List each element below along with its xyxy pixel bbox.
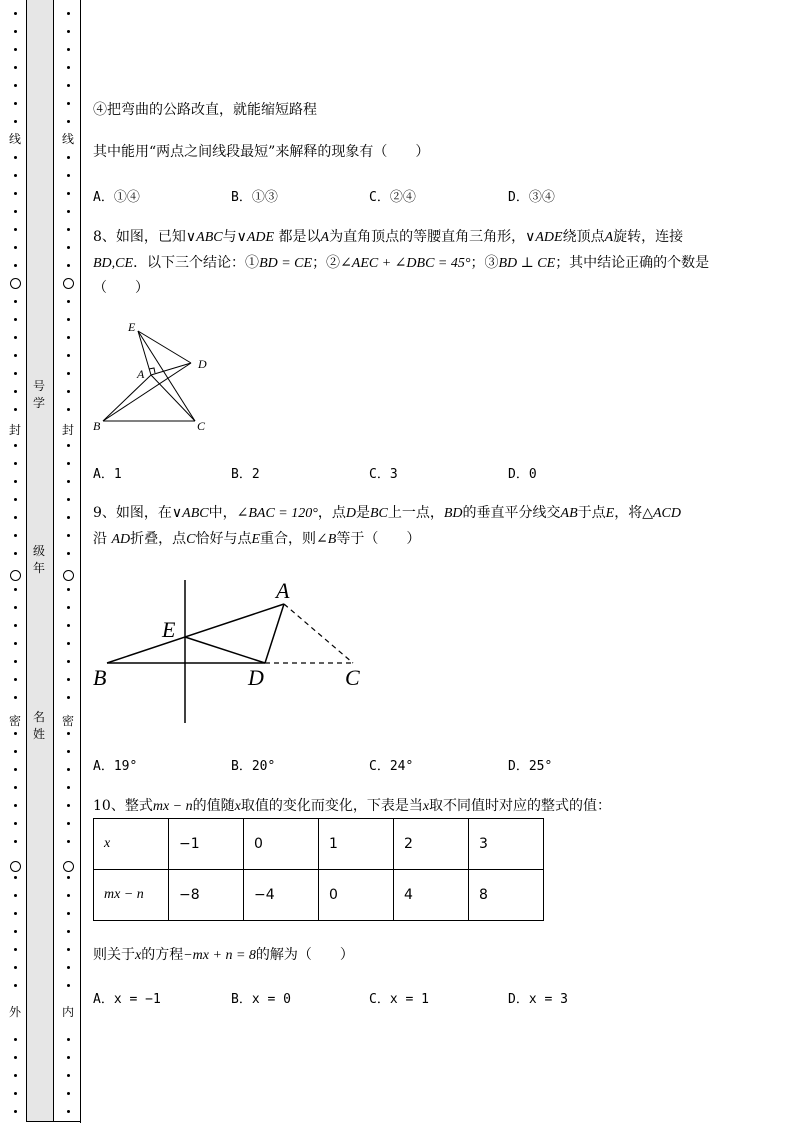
q9-point-d: D: [345, 506, 356, 521]
table-cell: 0: [244, 819, 319, 870]
q9-option-c: C．24°: [369, 759, 414, 774]
q8-tri-ade: ∨ADE: [236, 230, 275, 245]
q9-tri-acd: ACD: [652, 506, 681, 521]
margin-dot: [14, 1056, 17, 1059]
margin-dot: [14, 912, 17, 915]
margin-dot: [67, 768, 70, 771]
margin-dot: [67, 174, 70, 177]
q9-line-1: [93, 502, 681, 522]
q8-conclusion-2: ∠AEC + ∠DBC = 45°: [340, 256, 471, 271]
q8-line-2: [93, 252, 709, 272]
margin-dot: [14, 210, 17, 213]
margin-dot: [67, 840, 70, 843]
outer-char-mi: 密: [9, 714, 22, 728]
outer-char-feng: 封: [9, 423, 22, 437]
grade-label: 级 年: [32, 544, 45, 575]
table-cell: 0: [319, 870, 394, 921]
margin-dot: [67, 1056, 70, 1059]
q10-text: 10、整式: [93, 798, 153, 814]
q8-conclusion-3: BD ⊥ CE: [498, 256, 556, 271]
margin-dot: [14, 678, 17, 681]
margin-dot: [14, 840, 17, 843]
margin-dot: [67, 660, 70, 663]
margin-dot: [14, 732, 17, 735]
q7-option-b: B．①③: [231, 190, 278, 205]
margin-bottom-line: [26, 1121, 81, 1122]
margin-dot: [67, 786, 70, 789]
margin-dot: [67, 498, 70, 501]
margin-dot: [14, 390, 17, 393]
q8-text: ．以下三个结论：①: [133, 255, 260, 271]
q7-item-4: ④把弯曲的公路改直，就能缩短路程: [93, 102, 317, 118]
q9-tri: ∨ABC: [171, 506, 209, 521]
q9-text: 是: [355, 505, 370, 521]
q8-fig-label-a: A: [137, 367, 145, 381]
q9-text: ，点: [317, 505, 346, 521]
margin-dot: [67, 1038, 70, 1041]
q8-fig-label-d: D: [198, 357, 207, 371]
margin-dot: [14, 768, 17, 771]
margin-dot: [67, 318, 70, 321]
q8-fig-label-e: E: [128, 320, 136, 334]
margin-border-line: [80, 0, 81, 1123]
q10-option-b: B．x = 0: [231, 992, 291, 1007]
q8-point-a-2: A: [604, 230, 614, 245]
margin-dot: [67, 30, 70, 33]
q9-fig-label-c: C: [345, 665, 360, 690]
inner-char-nei: 内: [62, 1005, 75, 1019]
q9-text: 上一点，: [387, 505, 444, 521]
margin-dot: [67, 876, 70, 879]
q10-expr: mx − n: [152, 799, 193, 814]
q8-line-3: （ ）: [93, 280, 149, 296]
margin-dot: [67, 480, 70, 483]
q9-text: 等于（ ）: [336, 531, 421, 547]
table-cell: 4: [394, 870, 469, 921]
margin-dot: [14, 1110, 17, 1113]
margin-ring-icon: [10, 570, 21, 581]
q8-text: ；其中结论正确的个数是: [555, 255, 710, 271]
q9-angle: ∠BAC = 120°: [236, 506, 318, 521]
outer-char-xian: 线: [9, 132, 22, 146]
inner-char-feng: 封: [62, 423, 75, 437]
q9-seg-ad: AD: [111, 532, 131, 547]
margin-dot: [14, 30, 17, 33]
table-row: [94, 870, 544, 921]
margin-dot: [67, 1074, 70, 1077]
q8-text: 都是以: [274, 229, 321, 245]
margin-dot: [67, 66, 70, 69]
q9-seg-bc: BC: [369, 506, 388, 521]
margin-dot: [14, 534, 17, 537]
q10-text: 取值的变化而变化，下表是当: [240, 798, 423, 814]
margin-dot: [14, 948, 17, 951]
q10-line-1: [93, 795, 611, 815]
table-cell: −1: [169, 819, 244, 870]
q9-fig-label-a: A: [276, 578, 290, 603]
margin-dot: [14, 444, 17, 447]
margin-dot: [14, 624, 17, 627]
q8-text: 旋转，连接: [613, 229, 684, 245]
q7-stem: 其中能用“两点之间线段最短”来解释的现象有（ ）: [93, 144, 430, 160]
q9-fig-label-d: D: [248, 665, 264, 690]
table-cell: 8: [469, 870, 544, 921]
margin-dot: [14, 318, 17, 321]
margin-ring-icon: [10, 278, 21, 289]
margin-dot: [14, 462, 17, 465]
q10-var-x-3: x: [135, 948, 142, 963]
margin-dot: [14, 822, 17, 825]
margin-ring-icon: [10, 861, 21, 872]
table-cell: mx − n: [94, 870, 169, 921]
q10-var-x: x: [234, 799, 241, 814]
margin-dot: [14, 408, 17, 411]
margin-dot: [67, 192, 70, 195]
q8-text: ；②: [312, 255, 341, 271]
q9-point-e-2: E: [251, 532, 261, 547]
q8-fig-label-c: C: [197, 419, 206, 433]
margin-dot: [14, 804, 17, 807]
margin-dot: [14, 588, 17, 591]
margin-dot: [67, 642, 70, 645]
table-cell: 3: [469, 819, 544, 870]
margin-dot: [67, 354, 70, 357]
q9-line-2: [93, 528, 420, 548]
margin-dot: [14, 12, 17, 15]
margin-dot: [14, 336, 17, 339]
margin-dot: [14, 480, 17, 483]
student-id-label: 号 学: [32, 379, 45, 410]
margin-dot: [14, 1074, 17, 1077]
q9-point-c: C: [186, 532, 196, 547]
q9-text: 的垂直平分线交: [462, 505, 561, 521]
q8-fig-label-b: B: [93, 419, 101, 433]
q9-fig-label-b: B: [93, 665, 107, 690]
q10-text: 的方程: [141, 947, 184, 963]
margin-dot: [67, 588, 70, 591]
margin-dot: [14, 354, 17, 357]
q10-text: 的值随: [192, 798, 235, 814]
margin-dot: [14, 102, 17, 105]
q8-line-1: [93, 226, 683, 246]
q9-text: 于点: [577, 505, 606, 521]
margin-dot: [14, 1092, 17, 1095]
q9-text: 9、如图，在: [93, 505, 172, 521]
q8-option-d: D．0: [508, 467, 537, 482]
margin-dot: [67, 984, 70, 987]
outer-dot-column: [9, 0, 23, 1123]
margin-dot: [67, 264, 70, 267]
margin-dot: [67, 84, 70, 87]
q8-option-a: A．1: [93, 467, 122, 482]
q10-stem: [93, 944, 354, 964]
q8-segments: BD,CE: [93, 256, 134, 271]
q9-fig-label-e: E: [162, 617, 176, 642]
q10-option-d: D．x = 3: [508, 992, 568, 1007]
margin-dot: [67, 750, 70, 753]
margin-dot: [14, 264, 17, 267]
margin-dot: [67, 12, 70, 15]
q9-text: 折叠，点: [130, 531, 187, 547]
margin-dot: [67, 120, 70, 123]
margin-dot: [67, 156, 70, 159]
q7-option-c: C．②④: [369, 190, 416, 205]
q8-text: 绕顶点: [562, 229, 605, 245]
margin-dot: [14, 876, 17, 879]
margin-ring-icon: [63, 861, 74, 872]
margin-dot: [67, 534, 70, 537]
margin-dot: [67, 516, 70, 519]
table-row: [94, 819, 544, 870]
margin-dot: [14, 300, 17, 303]
margin-dot: [14, 156, 17, 159]
margin-dot: [67, 390, 70, 393]
margin-dot: [67, 822, 70, 825]
table-cell: −4: [244, 870, 319, 921]
margin-dot: [14, 786, 17, 789]
q9-seg-bd: BD: [443, 506, 463, 521]
q9-text: 中，: [208, 505, 237, 521]
q8-option-b: B．2: [231, 467, 260, 482]
margin-dot: [14, 120, 17, 123]
margin-dot: [67, 678, 70, 681]
margin-dot: [14, 966, 17, 969]
margin-dot: [67, 444, 70, 447]
margin-dot: [14, 930, 17, 933]
q10-text: 则关于: [93, 947, 135, 963]
q10-equation: −mx + n = 8: [183, 948, 256, 963]
margin-dot: [67, 804, 70, 807]
margin-ring-icon: [63, 278, 74, 289]
q10-var-x-2: x: [422, 799, 430, 814]
margin-dot: [67, 246, 70, 249]
outer-char-wai: 外: [9, 1005, 22, 1019]
margin-dot: [14, 894, 17, 897]
margin-dot: [67, 606, 70, 609]
q8-text: 为直角顶点的等腰直角三角形，: [329, 229, 526, 245]
q8-tri-ade-2: ∨ADE: [525, 230, 563, 245]
margin-dot: [14, 696, 17, 699]
name-label: 名 姓: [32, 710, 45, 741]
margin-dot: [14, 498, 17, 501]
q8-option-c: C．3: [369, 467, 398, 482]
q8-point-a: A: [320, 230, 330, 245]
margin-dot: [67, 732, 70, 735]
margin-dot: [14, 246, 17, 249]
inner-char-mi: 密: [62, 714, 75, 728]
q8-text: ；③: [470, 255, 499, 271]
margin-dot: [67, 1092, 70, 1095]
table-cell: x: [94, 819, 169, 870]
q10-text: 的解为（ ）: [255, 947, 354, 963]
margin-dot: [14, 750, 17, 753]
q10-option-a: A．x = −1: [93, 992, 161, 1007]
q9-option-a: A．19°: [93, 759, 138, 774]
margin-dot: [67, 408, 70, 411]
margin-dot: [67, 336, 70, 339]
margin-dot: [14, 48, 17, 51]
q9-text: ，将△: [614, 505, 653, 521]
margin-dot: [14, 984, 17, 987]
table-cell: 2: [394, 819, 469, 870]
margin-dot: [14, 66, 17, 69]
margin-dot: [67, 228, 70, 231]
margin-dot: [67, 552, 70, 555]
q8-tri-abc: ∨ABC: [185, 230, 223, 245]
margin-dot: [14, 552, 17, 555]
q9-text: 沿: [93, 531, 112, 547]
table-cell: −8: [169, 870, 244, 921]
margin-dot: [14, 174, 17, 177]
margin-dot: [14, 516, 17, 519]
q10-text: 取不同值时对应的整式的值：: [429, 798, 612, 814]
margin-dot: [67, 930, 70, 933]
q10-value-table: [93, 818, 544, 921]
inner-char-xian: 线: [62, 132, 75, 146]
q7-option-d: D．③④: [508, 190, 555, 205]
table-cell: 1: [319, 819, 394, 870]
margin-dot: [67, 1110, 70, 1113]
margin-dot: [14, 192, 17, 195]
margin-dot: [14, 606, 17, 609]
margin-dot: [67, 210, 70, 213]
q9-text: 恰好与点: [195, 531, 252, 547]
q9-option-b: B．20°: [231, 759, 276, 774]
q9-text: 重合，则: [260, 531, 317, 547]
margin-dot: [14, 1038, 17, 1041]
margin-dot: [67, 102, 70, 105]
q10-option-c: C．x = 1: [369, 992, 429, 1007]
q8-text: 8、如图，已知: [93, 229, 186, 245]
margin-dot: [14, 660, 17, 663]
q9-seg-ab: AB: [560, 506, 578, 521]
margin-dot: [67, 48, 70, 51]
margin-dot: [67, 948, 70, 951]
margin-dot: [67, 462, 70, 465]
margin-dot: [14, 372, 17, 375]
margin-dot: [14, 84, 17, 87]
q8-figure: [93, 316, 223, 438]
q8-conclusion-1: BD = CE: [259, 256, 313, 271]
margin-dot: [67, 894, 70, 897]
margin-dot: [67, 966, 70, 969]
q7-option-a: A．①④: [93, 190, 140, 205]
inner-dot-column: [62, 0, 76, 1123]
q9-figure: [93, 573, 383, 728]
margin-dot: [67, 624, 70, 627]
q8-text: 与: [222, 229, 237, 245]
q9-angle-b: ∠B: [316, 532, 337, 547]
margin-dot: [67, 912, 70, 915]
q9-option-d: D．25°: [508, 759, 553, 774]
margin-dot: [67, 696, 70, 699]
margin-dot: [67, 300, 70, 303]
margin-ring-icon: [63, 570, 74, 581]
margin-dot: [67, 372, 70, 375]
margin-dot: [14, 642, 17, 645]
q9-point-e: E: [605, 506, 615, 521]
margin-dot: [14, 228, 17, 231]
